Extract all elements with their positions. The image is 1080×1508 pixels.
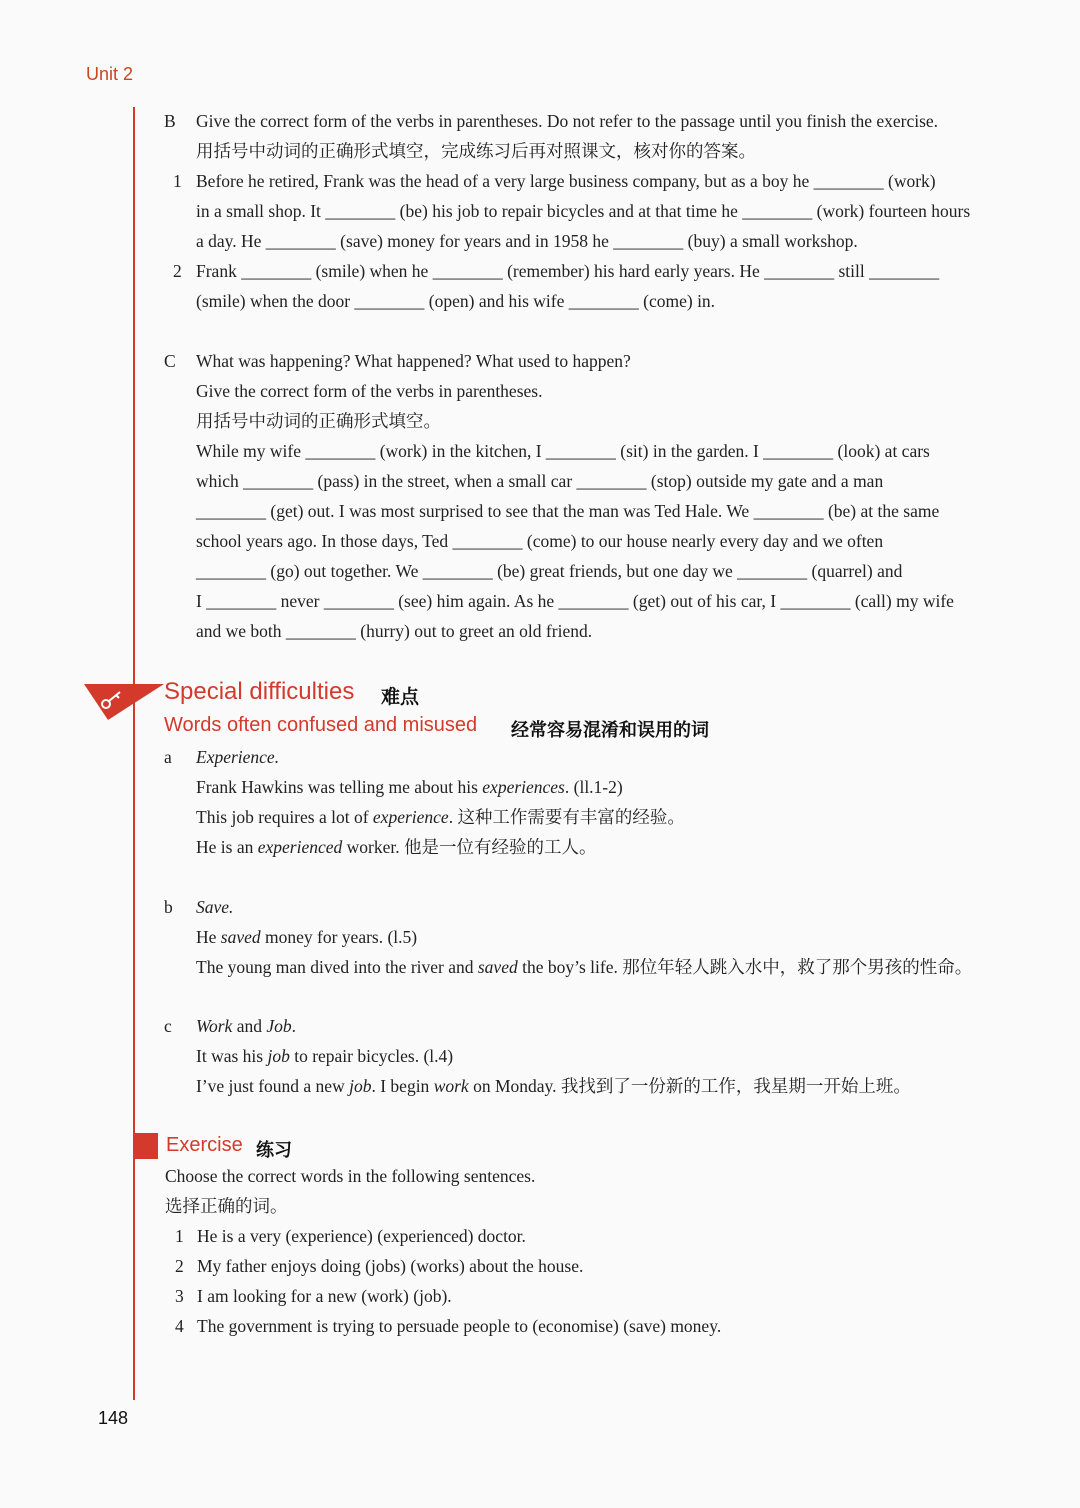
section-c-passage-line: which ________ (pass) in the street, when a small car ________ (stop) outside my gate and a man (196, 471, 884, 491)
exercise-title-zh: 练习 (256, 1140, 292, 1161)
exercise-title: Exercise (166, 1134, 243, 1156)
section-b-item-line: (smile) when the door ________ (open) and his wife ________ (come) in. (196, 291, 716, 311)
special-difficulties-title-zh: 难点 (381, 686, 420, 708)
entry-letter: c (164, 1016, 172, 1036)
section-c-question: What was happening? What happened? What used to happen? (196, 351, 631, 371)
entry-head: Save. (196, 897, 234, 917)
section-c-passage-line: ________ (get) out. I was most surprised to see that the man was Ted Hale. We ________ (be) at the same (196, 501, 940, 521)
entry-letter: a (164, 747, 172, 767)
section-b-item-number: 1 (173, 171, 182, 191)
entry-letter: b (164, 897, 173, 917)
section-b-instruction-zh: 用括号中动词的正确形式填空，完成练习后再对照课文，核对你的答案。 (196, 141, 756, 161)
section-c-passage-line: While my wife ________ (work) in the kitchen, I ________ (sit) in the garden. I ________ (look) at cars (196, 441, 930, 461)
section-c-instruction-en: Give the correct form of the verbs in parentheses. (196, 381, 543, 401)
section-c-passage-line: and we both ________ (hurry) out to greet an old friend. (196, 621, 593, 641)
section-b-item-number: 2 (173, 261, 182, 281)
exercise-item-number: 2 (175, 1256, 184, 1276)
section-c-passage-line: school years ago. In those days, Ted ________ (come) to our house nearly every day and we often (196, 531, 884, 551)
entry-example: Frank Hawkins was telling me about his experiences. (ll.1-2) (196, 777, 623, 797)
section-c-instruction-zh: 用括号中动词的正确形式填空。 (196, 411, 441, 431)
entry-example: He is an experienced worker. 他是一位有经验的工人。 (196, 837, 597, 857)
section-b-item-line: in a small shop. It ________ (be) his job to repair bicycles and at that time he ________ (work) fourteen hours (196, 201, 971, 221)
section-c-passage-line: ________ (go) out together. We ________ (be) great friends, but one day we ________ (quarrel) and (196, 561, 903, 581)
entry-example: The young man dived into the river and saved the boy’s life. 那位年轻人跳入水中，救了那个男孩的性命。 (196, 957, 973, 977)
entry-example: He saved money for years. (l.5) (196, 927, 418, 947)
entry-head: Experience. (196, 747, 280, 767)
unit-label: Unit 2 (86, 64, 134, 84)
exercise-item: My father enjoys doing (jobs) (works) about the house. (197, 1256, 584, 1276)
section-c-passage-line: I ________ never ________ (see) him again. As he ________ (get) out of his car, I ________ (call) my wife (196, 591, 954, 611)
exercise-item: The government is trying to persuade people to (economise) (save) money. (197, 1316, 722, 1336)
section-c-letter: C (164, 351, 176, 371)
exercise-item-number: 3 (175, 1286, 184, 1306)
exercise-item-number: 1 (175, 1226, 184, 1246)
section-b-item-line: Frank ________ (smile) when he ________ (remember) his hard early years. He ________ still ________ (196, 261, 940, 281)
page-number: 148 (98, 1408, 129, 1428)
section-b-letter: B (164, 111, 176, 131)
special-difficulties-subtitle: Words often confused and misused (164, 714, 478, 736)
key-icon (84, 682, 164, 722)
exercise-instruction-zh: 选择正确的词。 (165, 1196, 288, 1216)
exercise-item: He is a very (experience) (experienced) doctor. (197, 1226, 526, 1246)
exercise-item: I am looking for a new (work) (job). (197, 1286, 452, 1306)
entry-example: This job requires a lot of experience. 这种工作需要有丰富的经验。 (196, 807, 685, 827)
section-b-instruction-en: Give the correct form of the verbs in parentheses. Do not refer to the passage until you finish the exercise. (196, 111, 939, 131)
exercise-instruction-en: Choose the correct words in the following sentences. (165, 1166, 536, 1186)
special-difficulties-subtitle-zh: 经常容易混淆和误用的词 (511, 720, 709, 741)
exercise-item-number: 4 (175, 1316, 184, 1336)
special-difficulties-title: Special difficulties (164, 678, 355, 705)
section-b-item-line: a day. He ________ (save) money for years and in 1958 he ________ (buy) a small workshop. (196, 231, 858, 251)
exercise-marker (133, 1133, 158, 1159)
entry-head: Work and Job. (196, 1016, 296, 1036)
margin-rule (133, 107, 135, 1400)
section-b-item-line: Before he retired, Frank was the head of a very large business company, but as a boy he ________ (work) (196, 171, 936, 191)
entry-example: It was his job to repair bicycles. (l.4) (196, 1046, 454, 1066)
entry-example: I’ve just found a new job. I begin work on Monday. 我找到了一份新的工作，我星期一开始上班。 (196, 1076, 911, 1096)
